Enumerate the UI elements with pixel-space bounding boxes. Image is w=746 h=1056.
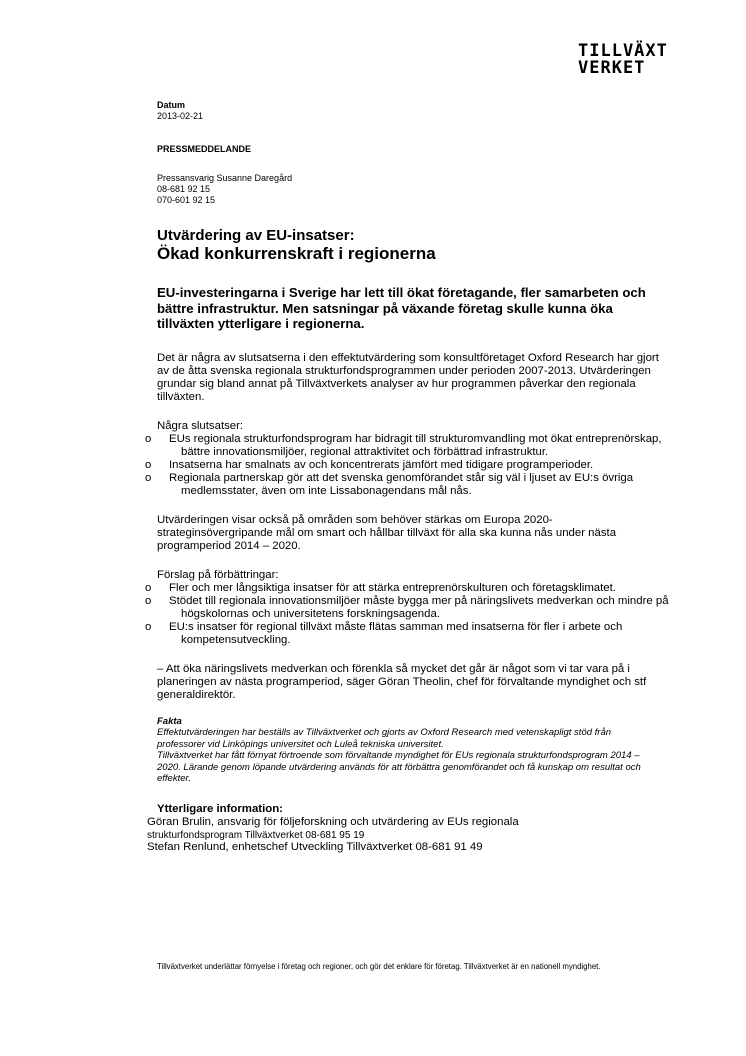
more-info-line-2: strukturfondsprogram Tillväxtverket 08-681 95 19 bbox=[147, 829, 365, 841]
title-line1: Utvärdering av EU-insatser: bbox=[157, 227, 355, 244]
proposals-list bbox=[145, 581, 677, 647]
fakta-text-2: Tillväxtverket har fått förnyat förtroende som förvaltande myndighet för EUs regionala strukturfondsprogram 2014 – 2020. Lärande genom löpande utvärdering används för att förbättra genomförandet och få kunskap om resultat och effekter. bbox=[157, 750, 641, 784]
bullet-icon: o bbox=[145, 620, 152, 633]
quote-paragraph: – Att öka näringslivets medverkan och förenkla så mycket det går är något som vi tar vara på i planeringen av nästa programperiod, säger Göran Theolin, chef för förvaltande myndighet och stf generaldirektör. bbox=[157, 662, 647, 701]
bullet-icon: o bbox=[145, 471, 152, 484]
doc-type: PRESSMEDDELANDE bbox=[157, 144, 252, 154]
body-paragraph-2: Utvärderingen visar också på områden som behöver stärkas om Europa 2020-strateginsövergripande mål om smart och hållbar tillväxt för alla ska kunna nås under nästa programperiod 2014 – 2020. bbox=[157, 513, 617, 552]
logo-line2: VERKET bbox=[578, 58, 646, 78]
phone-2: 070-601 92 15 bbox=[157, 195, 216, 205]
more-info-heading: Ytterligare information: bbox=[157, 802, 283, 815]
list-item: o Fler och mer långsiktiga insatser för att stärka entreprenörskulturen och företagsklimatet. bbox=[145, 581, 616, 594]
more-info-line-3: Stefan Renlund, enhetschef Utveckling Tillväxtverket 08-681 91 49 bbox=[147, 840, 483, 853]
tillvaxtverket-logo bbox=[578, 43, 668, 77]
title-line2: Ökad konkurrenskraft i regionerna bbox=[157, 244, 436, 263]
bullet-icon: o bbox=[145, 594, 152, 607]
date-label: Datum bbox=[157, 100, 186, 110]
contact-person: Pressansvarig Susanne Daregård bbox=[157, 173, 293, 183]
bullet-icon: o bbox=[145, 432, 152, 445]
list-item: o Stödet till regionala innovationsmiljöer måste bygga mer på näringslivets medverkan och mindre på högskolornas och universitetens forskningsagenda. bbox=[145, 594, 669, 620]
proposals-heading: Förslag på förbättringar: bbox=[157, 568, 279, 581]
logo-line1: TILLVÄXT bbox=[578, 41, 668, 61]
bullet-icon: o bbox=[145, 458, 152, 471]
list-item: o EU:s insatser för regional tillväxt måste flätas samman med insatserna för fler i arbete och kompetensutveckling. bbox=[145, 620, 623, 646]
bullet-icon: o bbox=[145, 581, 152, 594]
conclusions-heading: Några slutsatser: bbox=[157, 419, 244, 432]
list-item: o EUs regionala strukturfondsprogram har bidragit till strukturomvandling mot ökat entreprenörskap, bättre innovationsmiljöer, regional attraktivitet och förbättrad infrastruktur. bbox=[145, 432, 662, 458]
list-item: o Regionala partnerskap gör att det svenska genomförandet står sig väl i ljuset av EU:s övriga medlemsstater, även om inte Lissabonagendans mål nås. bbox=[145, 471, 634, 497]
list-item: o Insatserna har smalnats av och koncentrerats jämfört med tidigare programperioder. bbox=[145, 458, 594, 471]
conclusions-list bbox=[145, 432, 677, 498]
lead-paragraph: EU-investeringarna i Sverige har lett till ökat företagande, fler samarbeten och bättre infrastruktur. Men satsningar på växande företag skulle kunna öka tillväxten ytterligare i regionerna. bbox=[157, 285, 646, 331]
fakta-box bbox=[157, 716, 657, 785]
more-info bbox=[147, 803, 677, 855]
footer-text: Tillväxtverket underlättar förnyelse i företag och regioner, och gör det enklare för företag. Tillväxtverket är en nationell myndighet. bbox=[157, 962, 601, 971]
fakta-text-1: Effektutvärderingen har beställs av Tillväxtverket och gjorts av Oxford Research med vetenskapligt stöd från professorer vid Linköpings universitet och Luleå tekniska universitet. bbox=[157, 727, 612, 750]
press-release bbox=[145, 100, 677, 854]
fakta-heading: Fakta bbox=[157, 715, 182, 727]
more-info-line-1: Göran Brulin, ansvarig för följeforskning och utvärdering av EUs regionala bbox=[147, 816, 519, 828]
body-paragraph-1: Det är några av slutsatserna i den effektutvärdering som konsultföretaget Oxford Research har gjort av de åtta svenska regionala strukturfondsprogrammen under perioden 2007-2013. Utvärderingen grundar sig bland annat på Tillväxtverkets analyser av hur programmen påverkar den regionala tillväxten. bbox=[157, 351, 659, 403]
date-value: 2013-02-21 bbox=[157, 111, 204, 121]
phone-1: 08-681 92 15 bbox=[157, 184, 211, 194]
